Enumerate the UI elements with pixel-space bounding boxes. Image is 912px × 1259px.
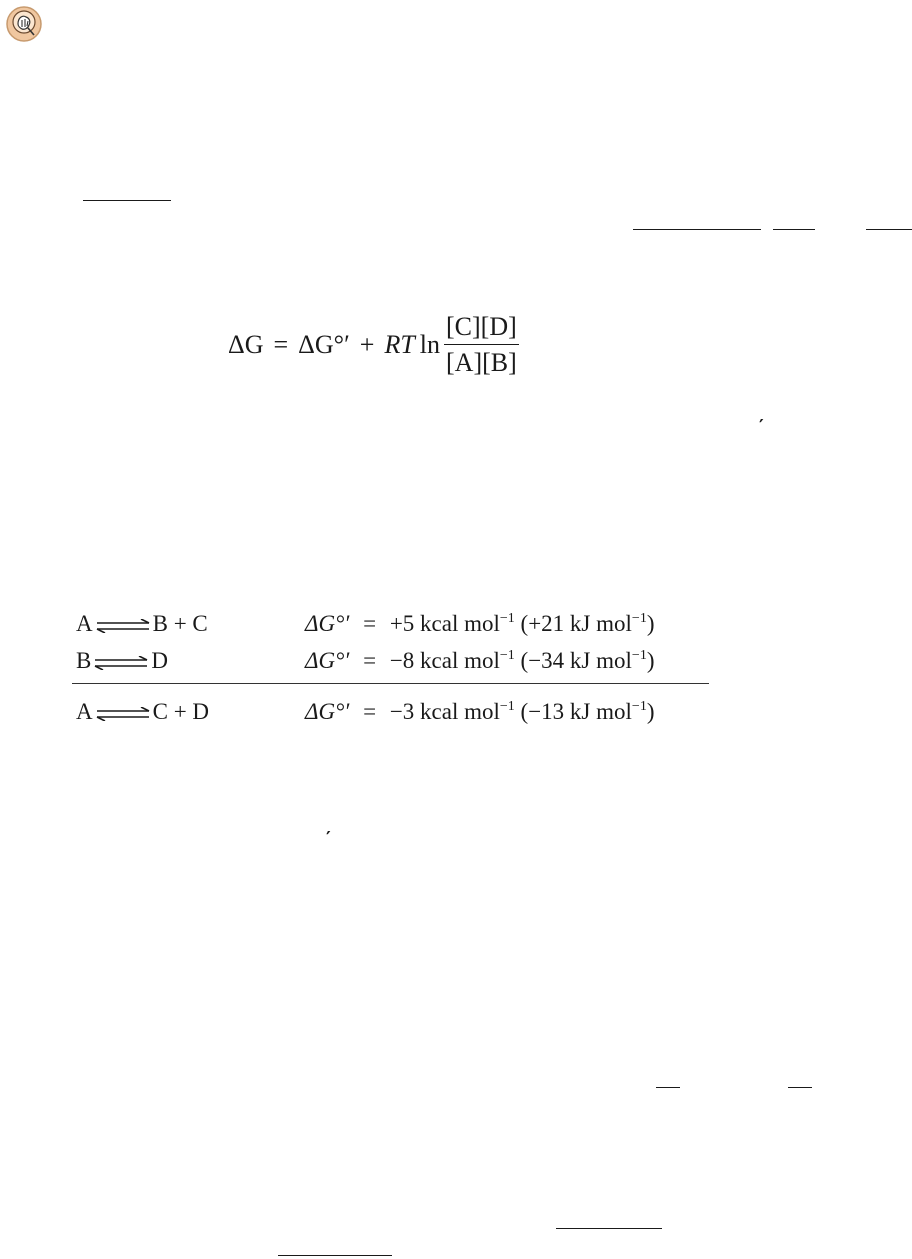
exponent: −1 <box>631 648 647 663</box>
net-reaction-row <box>76 700 209 723</box>
free-energy-equation <box>228 312 519 378</box>
products: C + D <box>152 699 210 724</box>
reaction-energy <box>305 612 655 635</box>
equals-sign: = <box>363 648 377 673</box>
plus-sign: + <box>359 330 375 359</box>
exponent: −1 <box>499 699 515 714</box>
ln-term: ln <box>419 330 441 359</box>
reactant: A <box>76 699 93 724</box>
exponent: −1 <box>499 611 515 626</box>
reactant: B <box>76 648 92 673</box>
delta-g: ΔG <box>228 330 264 359</box>
pointing-hand-icon[interactable] <box>4 4 44 44</box>
close-paren: ) <box>646 648 655 673</box>
exponent: −1 <box>631 699 647 714</box>
short-rule <box>656 1087 680 1088</box>
reaction-row <box>76 649 168 672</box>
hyperlink-underline[interactable] <box>278 1255 392 1256</box>
reaction-row <box>76 612 208 635</box>
equilibrium-arrow-icon <box>95 707 151 721</box>
products: B + C <box>152 611 208 636</box>
reaction-energy <box>305 649 655 672</box>
kcal-value: +5 kcal mol <box>389 611 500 636</box>
dg-label: ΔG°′ <box>305 648 350 673</box>
prime-mark-icon: ′ <box>326 828 331 849</box>
equilibrium-arrow-icon <box>95 619 151 633</box>
concentration-ratio <box>444 312 519 378</box>
equals-sign: = <box>363 611 377 636</box>
kj-value: (−34 kJ mol <box>520 648 632 673</box>
dg-label: ΔG°′ <box>305 611 350 636</box>
close-paren: ) <box>646 699 655 724</box>
equilibrium-arrow-icon <box>93 656 149 670</box>
equals-sign: = <box>273 330 289 359</box>
sum-divider <box>72 683 709 684</box>
prime-mark-icon: ′ <box>759 416 764 437</box>
hyperlink-underline[interactable] <box>633 229 761 230</box>
kcal-value: −3 kcal mol <box>389 699 500 724</box>
equals-sign: = <box>363 699 377 724</box>
exponent: −1 <box>499 648 515 663</box>
hyperlink-underline[interactable] <box>83 200 171 201</box>
hyperlink-underline[interactable] <box>866 229 912 230</box>
hyperlink-underline[interactable] <box>556 1228 662 1229</box>
dg-label: ΔG°′ <box>305 699 350 724</box>
exponent: −1 <box>631 611 647 626</box>
net-reaction-energy <box>305 700 655 723</box>
hyperlink-underline[interactable] <box>773 229 815 230</box>
short-rule <box>788 1087 812 1088</box>
products: D <box>151 648 168 673</box>
close-paren: ) <box>646 611 655 636</box>
rt-term: RT <box>384 330 415 359</box>
reactant: A <box>76 611 93 636</box>
kcal-value: −8 kcal mol <box>389 648 500 673</box>
standard-free-energy: ΔG°′ <box>298 330 350 359</box>
numerator: [C][D] <box>446 312 517 341</box>
kj-value: (−13 kJ mol <box>520 699 632 724</box>
denominator: [A][B] <box>446 348 517 377</box>
kj-value: (+21 kJ mol <box>520 611 632 636</box>
